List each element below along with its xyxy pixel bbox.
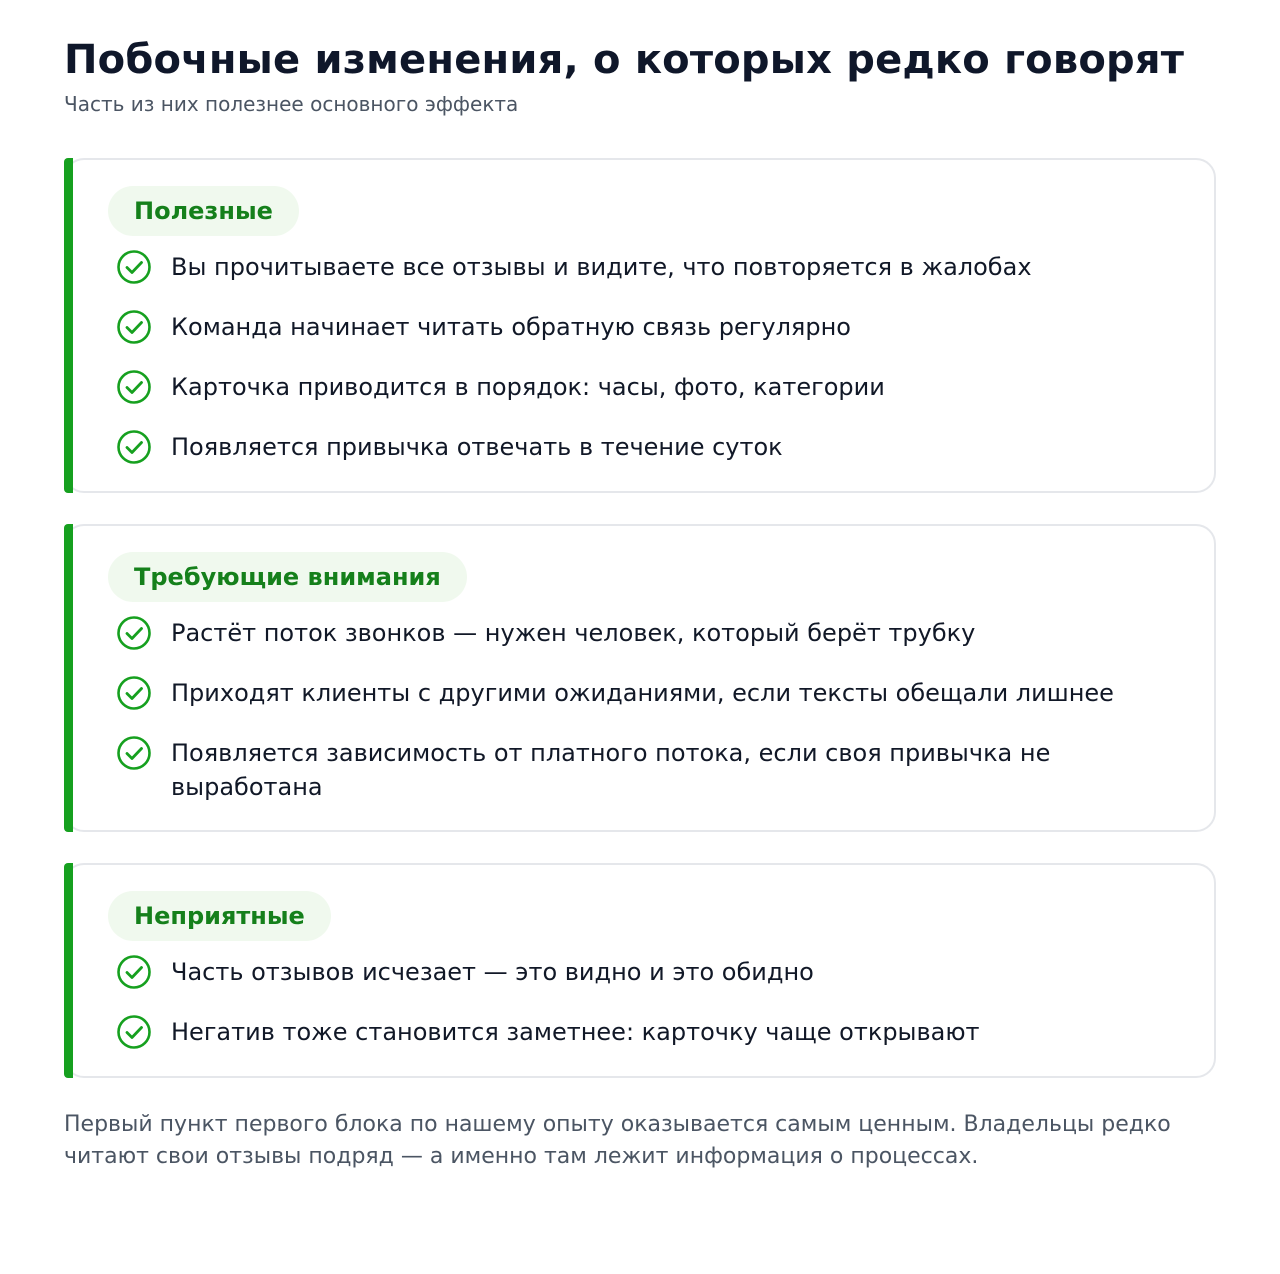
list-item-text: Негатив тоже становится заметнее: карточку чаще открывают [171, 1018, 980, 1046]
list-item-text: Команда начинает читать обратную связь регулярно [171, 313, 851, 341]
section-items [108, 616, 1174, 804]
check-circle-icon [116, 615, 152, 651]
check-circle-icon [116, 735, 152, 771]
list-item [108, 430, 1174, 465]
check-circle-icon [116, 249, 152, 285]
check-circle-icon [116, 429, 152, 465]
footer-note: Первый пункт первого блока по нашему опыту оказывается самым ценным. Владельцы редко читают свои отзывы подряд — а именно там лежит информация о процессах. [64, 1112, 1171, 1169]
list-item-text: Карточка приводится в порядок: часы, фото, категории [171, 373, 885, 401]
check-circle-icon [116, 309, 152, 345]
list-item-text: Растёт поток звонков — нужен человек, который берёт трубку [171, 619, 976, 647]
section-items [108, 955, 1174, 1050]
section-label: Требующие внимания [108, 552, 467, 602]
check-circle-icon [116, 954, 152, 990]
section-label: Неприятные [108, 891, 331, 941]
check-circle-icon [116, 369, 152, 405]
check-circle-icon [116, 675, 152, 711]
list-item-text: Появляется привычка отвечать в течение суток [171, 433, 783, 461]
list-item-text: Часть отзывов исчезает — это видно и это обидно [171, 958, 814, 986]
section-label: Полезные [108, 186, 299, 236]
page-subtitle: Часть из них полезнее основного эффекта [64, 92, 519, 116]
list-item-text: Вы прочитываете все отзывы и видите, что повторяется в жалобах [171, 253, 1032, 281]
section-items [108, 250, 1174, 465]
list-item [108, 250, 1174, 285]
list-item [108, 676, 1174, 711]
list-item [108, 370, 1174, 405]
list-item [108, 616, 1174, 651]
section-card-attention [64, 524, 1216, 832]
page-title: Побочные изменения, о которых редко говорят [64, 37, 1185, 83]
section-card-unpleasant [64, 863, 1216, 1078]
list-item [108, 736, 1174, 804]
list-item [108, 310, 1174, 345]
list-item-text: Приходят клиенты с другими ожиданиями, если тексты обещали лишнее [171, 679, 1114, 707]
list-item-text: Появляется зависимость от платного потока, если своя привычка не выработана [171, 739, 1051, 801]
section-list [64, 158, 1216, 1078]
list-item [108, 1015, 1174, 1050]
list-item [108, 955, 1174, 990]
check-circle-icon [116, 1014, 152, 1050]
section-card-useful [64, 158, 1216, 493]
